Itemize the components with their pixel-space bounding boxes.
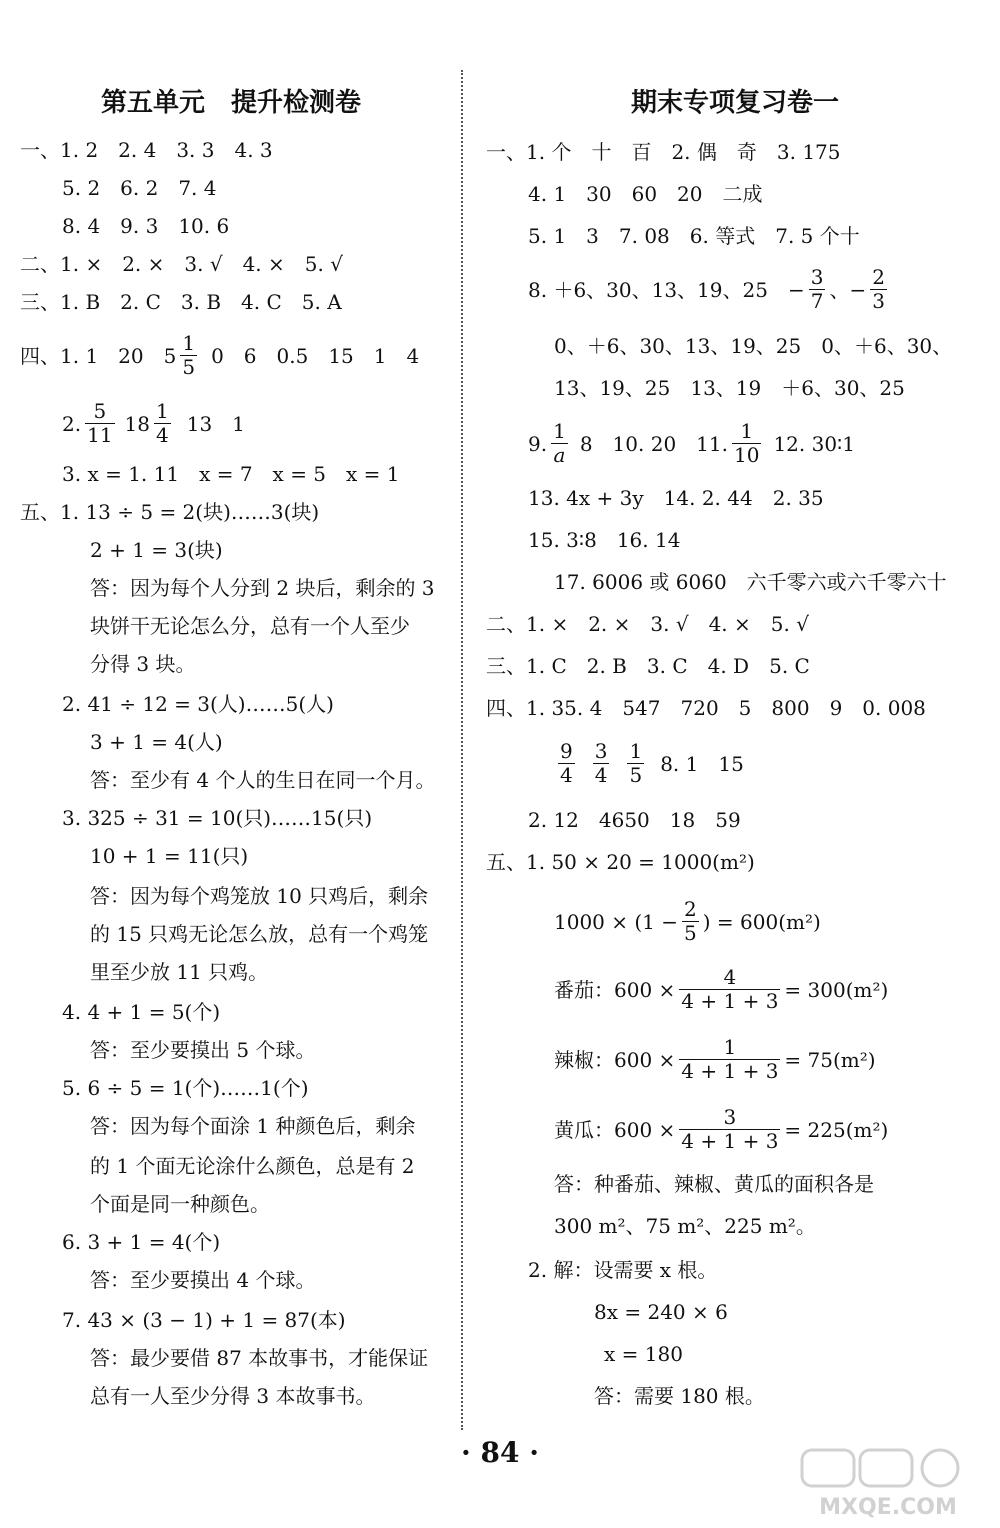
fraction-numerator: 3 [594, 739, 608, 763]
watermark-shape [922, 1450, 958, 1486]
answer-line: 个面是同一种颜色。 [90, 1192, 270, 1216]
answer-text: 番茄：600 × [554, 977, 676, 1002]
fraction-numerator: 1 [629, 739, 643, 763]
answer-line: 五、1. 50 × 20 = 1000(m²) [486, 850, 755, 874]
answer-text: 9. [528, 431, 548, 456]
watermark-text: MXQE.COM [819, 1495, 957, 1520]
fraction-numerator: 2 [684, 897, 697, 921]
answer-line-fraction [554, 740, 744, 787]
answer-line-fraction [528, 266, 891, 313]
fraction-denominator: 5 [629, 763, 643, 787]
fraction-numerator: 2 [872, 265, 885, 289]
fraction [627, 740, 644, 787]
answer-line: 总有一人至少分得 3 本故事书。 [90, 1384, 376, 1408]
answer-line: 分得 3 块。 [90, 652, 196, 676]
answer-line: 一、1. 个 十 百 2. 偶 奇 3. 175 [486, 140, 841, 164]
fraction-numerator: 1 [679, 1036, 780, 1060]
fraction-numerator: 4 [679, 966, 780, 990]
fraction-denominator: 4 + 1 + 3 [681, 989, 779, 1013]
fraction-denominator: 4 [560, 763, 573, 787]
answer-line: 2. 41 ÷ 12 = 3(人)……5(人) [62, 692, 334, 716]
fraction-denominator: 5 [182, 355, 196, 379]
answer-text: 8. 1 15 [660, 751, 744, 776]
watermark-logo [788, 1448, 988, 1520]
fraction-numerator: 9 [560, 739, 573, 763]
answer-line: 6. 3 + 1 = 4(个) [62, 1230, 221, 1254]
fraction-denominator: 7 [810, 289, 824, 313]
fraction-denominator: 4 + 1 + 3 [681, 1129, 779, 1153]
column-divider [461, 70, 463, 1430]
fraction-denominator: 4 + 1 + 3 [681, 1059, 779, 1083]
answer-text: = 300(m²) [784, 977, 889, 1002]
pepper-area-line [554, 1036, 876, 1083]
tomato-area-line [554, 966, 888, 1013]
answer-line-fraction [554, 898, 821, 945]
answer-line: 三、1. C 2. B 3. C 4. D 5. C [486, 654, 810, 678]
answer-line: 答：最少要借 87 本故事书，才能保证 [90, 1346, 429, 1370]
fraction-denominator: 3 [872, 289, 885, 313]
answer-line-fraction [20, 332, 419, 379]
answer-line: 答：至少要摸出 5 个球。 [90, 1038, 316, 1062]
fraction [558, 740, 575, 787]
answer-line: 2. 解：设需要 x 根。 [528, 1258, 718, 1282]
fraction [551, 420, 568, 467]
fraction [682, 898, 699, 945]
answer-line: x = 180 [604, 1342, 683, 1366]
right-section-title: 期末专项复习卷一 [630, 88, 839, 118]
answer-line: 3 + 1 = 4(人) [90, 730, 223, 754]
answer-line: 的 15 只鸡无论怎么放，总有一个鸡笼 [90, 922, 429, 946]
fraction [593, 740, 610, 787]
answer-line: 7. 43 × (3 − 1) + 1 = 87(本) [62, 1308, 346, 1332]
answer-line: 2 + 1 = 3(块) [90, 538, 223, 562]
fraction-numerator: 3 [679, 1106, 780, 1130]
fraction-denominator: 4 [594, 763, 608, 787]
fraction-numerator: 3 [810, 265, 824, 289]
answer-text: 0 6 0.5 15 1 4 [211, 343, 420, 368]
answer-line: 4. 1 30 60 20 二成 [528, 182, 763, 206]
answer-line: 5. 2 6. 2 7. 4 [62, 176, 217, 200]
answer-line: 8x = 240 × 6 [594, 1300, 728, 1324]
answer-line: 二、1. × 2. × 3. √ 4. × 5. √ [20, 252, 343, 276]
fraction [870, 266, 887, 313]
fraction-denominator: 10 [733, 443, 760, 467]
answer-text: 、− [829, 277, 867, 302]
fraction [809, 266, 826, 313]
page-number: · 84 · [461, 1436, 539, 1469]
answer-line: 13. 4x + 3y 14. 2. 44 2. 35 [528, 486, 824, 510]
answer-line: 0、＋6、30、13、19、25 0、＋6、30、 [554, 334, 953, 358]
answer-line: 答：种番茄、辣椒、黄瓜的面积各是 [554, 1172, 874, 1196]
answer-line: 答：因为每个鸡笼放 10 只鸡后，剩余 [90, 884, 429, 908]
fraction-numerator: 5 [85, 400, 114, 424]
answer-text: 8. ＋6、30、13、19、25 − [528, 277, 805, 302]
fraction-denominator: 4 [156, 423, 169, 447]
answer-line: 块饼干无论怎么分，总有一个人至少 [90, 614, 410, 638]
answer-line: 10 + 1 = 11(只) [90, 844, 249, 868]
answer-line: 里至少放 11 只鸡。 [90, 960, 269, 984]
fraction-numerator: 1 [182, 331, 196, 355]
answer-line: 答：因为每个面涂 1 种颜色后，剩余 [90, 1114, 416, 1138]
fraction [679, 1106, 780, 1153]
answer-text: 8 10. 20 11. [579, 431, 728, 456]
watermark-shape [860, 1450, 912, 1486]
answer-text: 黄瓜：600 × [554, 1117, 676, 1142]
answer-text: = 225(m²) [784, 1117, 889, 1142]
fraction-numerator: 1 [156, 399, 169, 423]
answer-line-fraction [62, 400, 245, 447]
answer-line: 8. 4 9. 3 10. 6 [62, 214, 230, 238]
fraction [180, 332, 197, 379]
answer-line: 3. x = 1. 11 x = 7 x = 5 x = 1 [62, 462, 400, 486]
fraction-denominator: a [553, 443, 566, 467]
fraction [85, 400, 114, 447]
answer-line: 5. 1 3 7. 08 6. 等式 7. 5 个十 [528, 224, 860, 248]
answer-line: 四、1. 35. 4 547 720 5 800 9 0. 008 [486, 696, 926, 720]
fraction [679, 966, 780, 1013]
answer-line: 2. 12 4650 18 59 [528, 808, 741, 832]
answer-line: 17. 6006 或 6060 六千零六或六千零六十 [554, 570, 947, 594]
answer-text: 辣椒：600 × [554, 1047, 676, 1072]
answer-text: = 75(m²) [784, 1047, 876, 1072]
answer-line: 300 m²、75 m²、225 m²。 [554, 1214, 816, 1238]
answer-line: 答：至少有 4 个人的生日在同一个月。 [90, 768, 436, 792]
answer-line: 15. 3∶8 16. 14 [528, 528, 681, 552]
fraction-denominator: 11 [87, 423, 113, 447]
fraction-numerator: 1 [732, 420, 761, 444]
answer-line: 13、19、25 13、19 ＋6、30、25 [554, 376, 905, 400]
answer-text: 13 1 [186, 411, 245, 436]
answer-text: 18 [124, 411, 150, 436]
answer-text: ) = 600(m²) [702, 909, 821, 934]
answer-line: 5. 6 ÷ 5 = 1(个)……1(个) [62, 1076, 309, 1100]
answer-line: 3. 325 ÷ 31 = 10(只)……15(只) [62, 806, 373, 830]
fraction-denominator: 5 [684, 921, 697, 945]
answer-line: 4. 4 + 1 = 5(个) [62, 1000, 221, 1024]
answer-line: 三、1. B 2. C 3. B 4. C 5. A [20, 290, 342, 314]
fraction-numerator: 1 [553, 419, 566, 443]
answer-line: 答：需要 180 根。 [594, 1384, 765, 1408]
answer-text: 1000 × (1 − [554, 909, 679, 934]
watermark-shape [802, 1450, 854, 1486]
answer-line: 的 1 个面无论涂什么颜色，总是有 2 [90, 1154, 415, 1178]
answer-text: 2. [62, 411, 82, 436]
fraction [154, 400, 171, 447]
answer-text: 12. 30∶1 [773, 431, 855, 456]
fraction [732, 420, 761, 467]
answer-line: 二、1. × 2. × 3. √ 4. × 5. √ [486, 612, 809, 636]
cucumber-area-line [554, 1106, 888, 1153]
answer-line: 一、1. 2 2. 4 3. 3 4. 3 [20, 138, 273, 162]
answer-line: 答：因为每个人分到 2 块后，剩余的 3 [90, 576, 435, 600]
answer-text: 四、1. 1 20 5 [20, 343, 177, 368]
answer-line: 答：至少要摸出 4 个球。 [90, 1268, 316, 1292]
fraction [679, 1036, 780, 1083]
answer-line: 五、1. 13 ÷ 5 = 2(块)……3(块) [20, 500, 320, 524]
answer-line-fraction [528, 420, 855, 467]
left-section-title: 第五单元 提升检测卷 [100, 88, 361, 118]
